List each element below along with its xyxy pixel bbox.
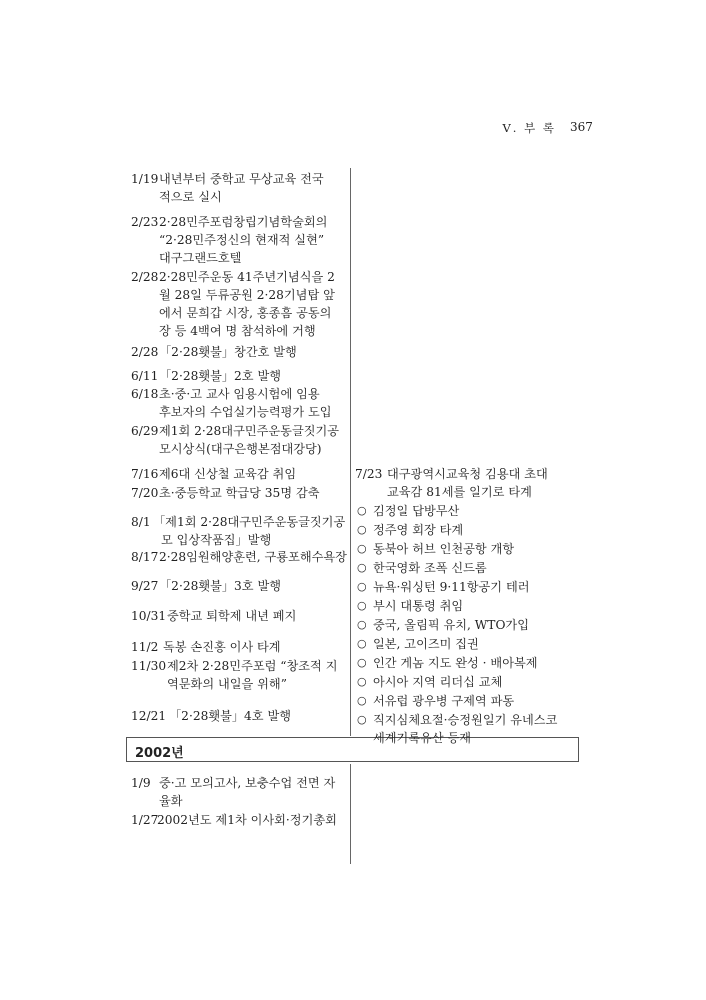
entry-text: 제2차 2·28민주포럼 “창조적 지 역문화의 내일을 위해”: [167, 659, 338, 691]
year-heading-box: [126, 737, 579, 762]
entry-text: 중학교 퇴학제 내년 폐지: [167, 609, 297, 623]
entry-date: 9/27: [131, 579, 159, 593]
entry-text: 2·28민주운동 41주년기념식을 2 월 28일 두류공원 2·28기념탑 앞 에서 문희갑 시장, 홍종흠 공동의 장 등 4백여 명 참석하에 거행: [159, 270, 335, 338]
page-number: 367: [570, 120, 593, 134]
section-label: Ⅴ. 부 록: [502, 121, 556, 135]
entry-date: 6/18: [131, 387, 159, 401]
entry-date: 8/1: [131, 515, 151, 529]
circle-bullet-icon: ○: [357, 580, 367, 593]
entry-text: 제1회 2·28대구민주운동글짓기공 모시상식(대구은행본점대강당): [159, 424, 340, 456]
circle-bullet-icon: ○: [357, 675, 367, 688]
entry-text: 「2·28횃불」2호 발행: [159, 369, 282, 383]
entry-date: 1/27: [131, 813, 159, 827]
year-heading: 2002년: [135, 746, 184, 761]
circle-bullet-icon: ○: [357, 656, 367, 669]
entry-text: 초·중등학교 학급당 35명 감축: [159, 486, 320, 500]
column-divider-2002: [350, 764, 351, 864]
entry-text: 대구광역시교육청 김용대 초대 교육감 81세를 일기로 타계: [387, 467, 548, 499]
entry-date: 7/23: [355, 467, 383, 481]
entry-text: 「제1회 2·28대구민주운동글짓기공 모 입상작품집」발행: [153, 515, 346, 547]
entry-text: 「2·28횃불」창간호 발행: [159, 345, 297, 359]
entry-date: 6/29: [131, 424, 159, 438]
entry-text: 2002년도 제1차 이사회·정기총회: [157, 813, 337, 827]
entry-text: 독봉 손진홍 이사 타계: [163, 640, 281, 654]
entry-date: 7/16: [131, 467, 159, 481]
entry-text: 내년부터 중학교 무상교육 전국 적으로 실시: [159, 172, 324, 204]
entry-date: 2/23: [131, 215, 159, 229]
entry-text: 2·28임원해양훈련, 구룡포해수욕장: [159, 550, 347, 564]
entry-date: 1/9: [131, 776, 151, 790]
entry-date: 11/30: [131, 659, 167, 673]
entry-date: 8/17: [131, 550, 159, 564]
entry-text: 「2·28횃불」4호 발행: [169, 709, 292, 723]
entry-date: 10/31: [131, 609, 167, 623]
circle-bullet-icon: ○: [357, 637, 367, 650]
entry-date: 1/19: [131, 172, 159, 186]
circle-bullet-icon: ○: [357, 694, 367, 707]
entry-date: 2/28: [131, 345, 159, 359]
entry-date: 7/20: [131, 486, 159, 500]
circle-bullet-icon: ○: [357, 713, 367, 726]
circle-bullet-icon: ○: [357, 561, 367, 574]
circle-bullet-icon: ○: [357, 542, 367, 555]
circle-bullet-icon: ○: [357, 523, 367, 536]
entry-date: 6/11: [131, 369, 159, 383]
entry-text: 「2·28횃불」3호 발행: [159, 579, 282, 593]
entry-text: 중·고 모의고사, 보충수업 전면 자 율화: [159, 776, 336, 808]
entry-text: 제6대 신상철 교육감 취임: [159, 467, 297, 481]
circle-bullet-icon: ○: [357, 599, 367, 612]
page-header: [0, 120, 706, 138]
entry-date: 12/21: [131, 709, 167, 723]
entry-text: 초·중·고 교사 임용시험에 임용 후보자의 수업실기능력평가 도입: [159, 387, 332, 419]
circle-bullet-icon: ○: [357, 618, 367, 631]
entry-date: 2/28: [131, 270, 159, 284]
entry-text: 2·28민주포럼창립기념학술회의 “2·28민주정신의 현재적 실현” 대구그랜드호텔: [159, 215, 328, 265]
circle-bullet-icon: ○: [357, 504, 367, 517]
entry-date: 11/2: [131, 640, 159, 654]
